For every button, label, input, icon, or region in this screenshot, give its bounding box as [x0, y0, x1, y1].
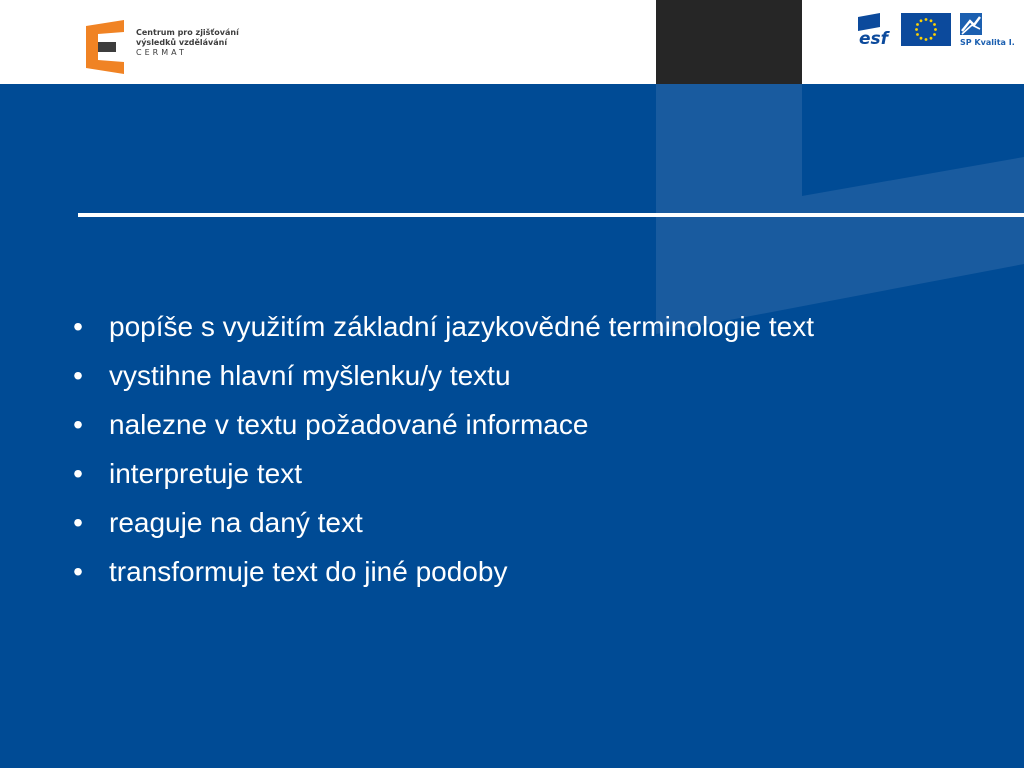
- bullet-text: reaguje na daný text: [109, 507, 363, 538]
- title-divider: [78, 213, 1024, 217]
- sp-kvalita-text: SP Kvalita I.: [960, 38, 1015, 47]
- logo-line-1: Centrum pro zjišťování: [136, 28, 239, 37]
- bullet-glyph: •: [73, 507, 83, 538]
- list-item: [68, 302, 814, 351]
- bullet-text: interpretuje text: [109, 458, 302, 489]
- list-item: [68, 449, 814, 498]
- list-item: [68, 498, 814, 547]
- cermat-e-icon: [86, 20, 130, 74]
- bullet-glyph: •: [73, 458, 83, 489]
- esf-logo: [858, 13, 898, 47]
- list-item: [68, 400, 814, 449]
- cermat-logo: [86, 20, 256, 74]
- bullet-glyph: •: [73, 409, 83, 440]
- bullet-list: [68, 302, 814, 596]
- bullet-text: vystihne hlavní myšlenku/y textu: [109, 360, 511, 391]
- slide-body: [0, 84, 1024, 768]
- list-item: [68, 547, 814, 596]
- logo-line-2: výsledků vzdělávání: [136, 38, 228, 47]
- bullet-glyph: •: [73, 556, 83, 587]
- bullet-glyph: •: [73, 311, 83, 342]
- bullet-text: nalezne v textu požadované informace: [109, 409, 589, 440]
- logo-line-3: CERMAT: [136, 48, 187, 57]
- eu-flag-icon: [901, 13, 951, 46]
- bullet-glyph: •: [73, 360, 83, 391]
- bullet-text: transformuje text do jiné podoby: [109, 556, 508, 587]
- list-item: [68, 351, 814, 400]
- esf-text: esf: [859, 29, 889, 47]
- decorative-dark-block: [656, 0, 802, 84]
- bullet-text: popíše s využitím základní jazykovědné terminologie text: [109, 311, 815, 342]
- cermat-logo-text: [136, 28, 239, 58]
- slide-header: [0, 0, 1024, 84]
